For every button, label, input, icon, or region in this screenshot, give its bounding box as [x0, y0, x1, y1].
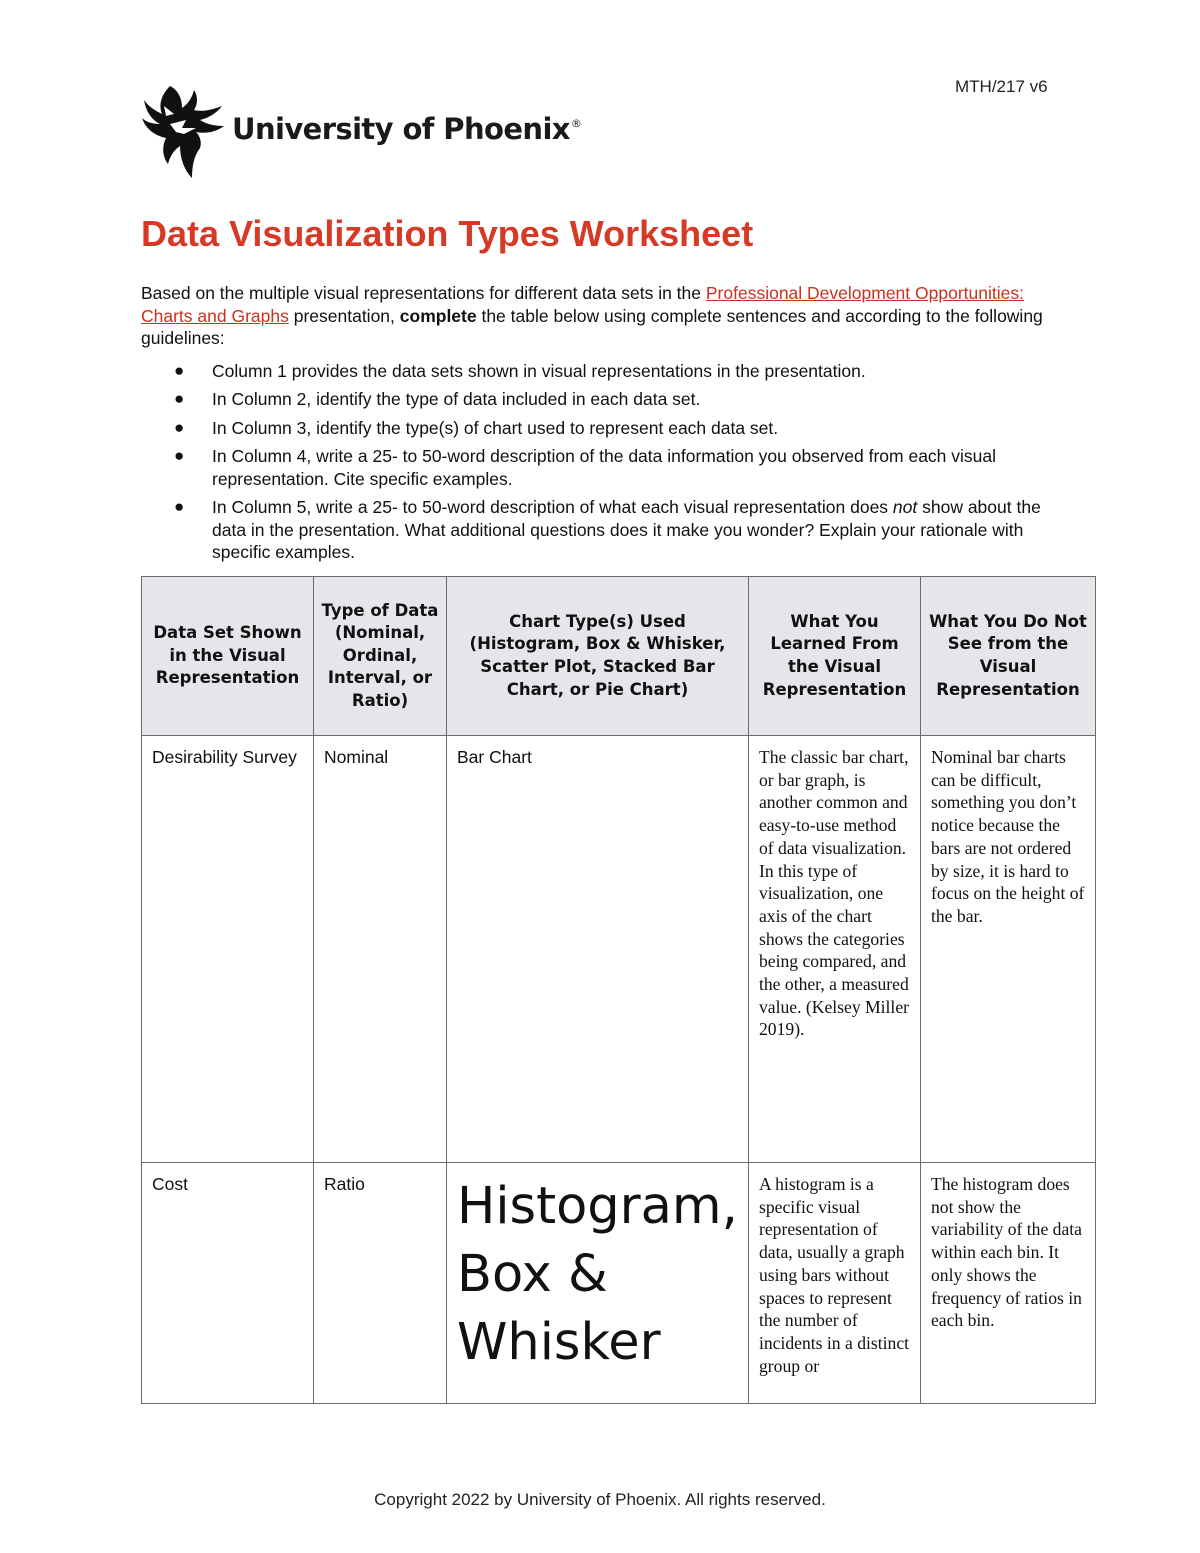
guidelines-list [170, 360, 1065, 570]
cell-data-set: Desirability Survey [142, 736, 314, 1163]
table-row [142, 736, 1096, 1163]
cell-learned-text: The classic bar chart, or bar graph, is another common and easy-to-use method of data visualization. In this type of visualization, one axis of the chart shows the categories being compared, and the other, a measured value. (Kelsey Miller 2019). [759, 747, 909, 1040]
cell-data-type: Nominal [314, 736, 447, 1163]
cell-learned [749, 736, 921, 1163]
page-title: Data Visualization Types Worksheet [141, 213, 754, 254]
cell-chart-type-text: Histogram, Box & Whisker [457, 1177, 738, 1372]
guideline-item: ● In Column 4, write a 25- to 50-word description of the data information you observed from each visual representation. Cite specific examples. [174, 446, 997, 489]
header-data-type: Type of Data (Nominal, Ordinal, Interval, or Ratio) [314, 577, 447, 736]
intro-paragraph: Based on the multiple visual representations for different data sets in the Professional Development Opportunities: Charts and Graphs presentation, complete the table below using complete sentences and according to the following guidelines: [141, 283, 1043, 349]
bullet-icon: ● [174, 389, 185, 409]
copyright-footer: Copyright 2022 by University of Phoenix. All rights reserved. [374, 1490, 826, 1509]
guideline-item: ● In Column 3, identify the type(s) of chart used to represent each data set. [174, 417, 779, 438]
cell-data-set: Cost [142, 1163, 314, 1404]
course-code: MTH/217 v6 [955, 77, 1048, 96]
cell-not-seen [921, 1163, 1096, 1404]
header-learned: What You Learned From the Visual Representation [749, 577, 921, 736]
worksheet-table [141, 576, 1096, 1404]
bullet-icon: ● [174, 446, 185, 466]
cell-learned-text: A histogram is a specific visual representation of data, usually a graph using bars without spaces to represent the number of incidents in a distinct group or [759, 1174, 910, 1376]
cell-not-seen-text: Nominal bar charts can be difficult, something you don’t notice because the bars are not ordered by size, it is hard to focus on the height of the bar. [931, 747, 1085, 926]
cell-chart-type: Bar Chart [447, 736, 749, 1163]
bullet-icon: ● [174, 497, 185, 517]
cell-data-type: Ratio [314, 1163, 447, 1404]
header-not-seen: What You Do Not See from the Visual Representation [921, 577, 1096, 736]
phoenix-icon [140, 84, 224, 180]
guideline-item: ● Column 1 provides the data sets shown in visual representations in the presentation. [174, 361, 866, 381]
bullet-icon: ● [174, 361, 185, 380]
university-logo [140, 84, 582, 180]
cell-chart-type [447, 1163, 749, 1404]
guideline-item: ● In Column 5, write a 25- to 50-word description of what each visual representation does not show about the data in the presentation. What additional questions does it make you wonder? Explain your rationale with specific examples. [174, 497, 1041, 563]
presentation-link[interactable]: Professional Development Opportunities: Charts and Graphs [141, 283, 1024, 326]
header-chart-type: Chart Type(s) Used (Histogram, Box & Whisker, Scatter Plot, Stacked Bar Chart, or Pie Chart) [447, 577, 749, 736]
logo-wordmark: University of Phoenix® [232, 112, 582, 146]
bullet-icon: ● [174, 417, 185, 437]
table-header-row [142, 577, 1096, 736]
guideline-item: ● In Column 2, identify the type of data included in each data set. [174, 389, 701, 410]
cell-not-seen [921, 736, 1096, 1163]
cell-learned [749, 1163, 921, 1404]
header-data-set: Data Set Shown in the Visual Representation [142, 577, 314, 736]
table-row [142, 1163, 1096, 1404]
cell-not-seen-text: The histogram does not show the variability of the data within each bin. It only shows the frequency of ratios in each bin. [931, 1174, 1082, 1331]
